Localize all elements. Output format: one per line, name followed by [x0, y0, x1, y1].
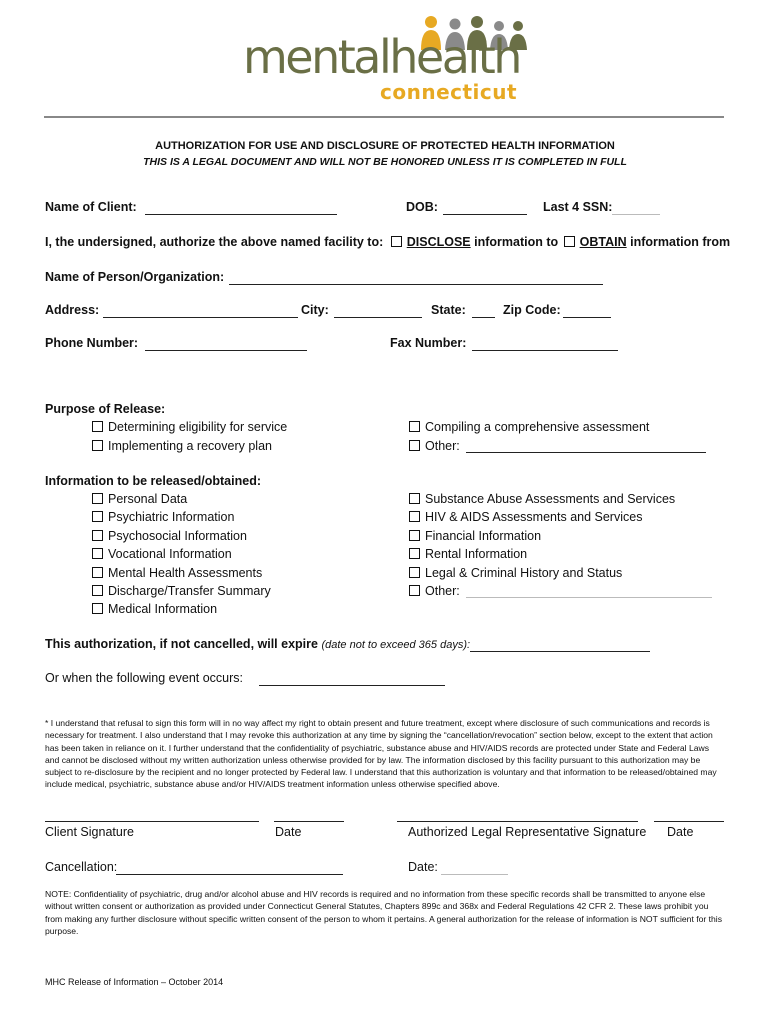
checkbox[interactable] [92, 567, 103, 578]
header-divider [44, 116, 724, 118]
checkbox[interactable] [92, 603, 103, 614]
information-heading: Information to be released/obtained: [45, 474, 261, 488]
info-option[interactable]: Discharge/Transfer Summary [92, 584, 271, 598]
disclaimer-text: * I understand that refusal to sign this form will in no way affect my right to obtain present and future treatment, except where disclosure of such communications and records is necessary for treatment. I also understand that I may revoke this authorization at any time by signing the “cancellation/revocation” section below, except to the extent that action has been taken in reliance on it. I further understand that the confidentiality of psychiatric, substance abuse and HIV/AIDS records are protected under State and Federal Laws and cannot be disclosed without my written authorization unless otherwise provided for by law. The information disclosed by this facility pursuant to this authorization may be subject to re-disclosure by the recipient and no longer protected by Federal law. I understand that this authorization is voluntary and that information to be released/obtained may include medical, psychiatric, substance abuse and/or HIV/AIDS treatment information unless otherwise specified above. [45, 718, 717, 790]
logo-wordmark: mentalhealth [243, 30, 520, 84]
client-signature-label: Client Signature [45, 825, 134, 839]
purpose-other-field[interactable] [466, 452, 706, 453]
address-label: Address: [45, 303, 100, 317]
checkbox[interactable] [92, 493, 103, 504]
note-text: NOTE: Confidentiality of psychiatric, drug and/or alcohol abuse and HIV records is required and no information from these specific records shall be transmitted to anyone else without written consent or authorization as provided under Connecticut General Statutes, Chapters 899c and 368x and Federal Regulations 42 CFR 2. These laws prohibit you from making any further disclosure without specific written consent of the person to whom it pertains. A general authorization for the release of information is NOT sufficient for this purpose. [45, 889, 723, 936]
info-option[interactable]: Psychosocial Information [92, 529, 247, 543]
purpose-option[interactable]: Determining eligibility for service [92, 420, 287, 434]
date2-label: Date [667, 825, 694, 839]
fax-field[interactable] [472, 350, 618, 351]
info-option[interactable]: Substance Abuse Assessments and Services [409, 492, 675, 506]
document-subtitle: THIS IS A LEGAL DOCUMENT AND WILL NOT BE HONORED UNLESS IT IS COMPLETED IN FULL [143, 156, 627, 168]
info-option[interactable]: Legal & Criminal History and Status [409, 566, 622, 580]
checkbox[interactable] [92, 511, 103, 522]
state-label: State: [431, 303, 466, 317]
info-option[interactable]: Mental Health Assessments [92, 566, 262, 580]
information-from-label: information from [630, 235, 731, 249]
city-label: City: [301, 303, 329, 317]
zip-field[interactable] [563, 317, 611, 318]
info-option[interactable]: Rental Information [409, 547, 527, 561]
disclose-label: DISCLOSE [406, 235, 471, 249]
checkbox[interactable] [92, 440, 103, 451]
disclose-checkbox[interactable] [391, 236, 402, 247]
ssn-label: Last 4 SSN: [543, 200, 613, 214]
date1-label: Date [275, 825, 302, 839]
purpose-option[interactable]: Compiling a comprehensive assessment [409, 420, 649, 434]
person-org-label: Name of Person/Organization: [45, 270, 225, 284]
phone-field[interactable] [145, 350, 307, 351]
date3-field[interactable] [441, 874, 508, 875]
checkbox[interactable] [92, 548, 103, 559]
event-field[interactable] [259, 685, 445, 686]
expiry-label: This authorization, if not cancelled, will expire [45, 637, 318, 651]
obtain-label: OBTAIN [579, 235, 627, 249]
obtain-checkbox[interactable] [564, 236, 575, 247]
purpose-heading: Purpose of Release: [45, 402, 166, 416]
expiry-date-field[interactable] [470, 651, 650, 652]
checkbox[interactable] [409, 421, 420, 432]
fax-label: Fax Number: [390, 336, 467, 350]
information-to-label: information to [474, 235, 559, 249]
info-option-other[interactable]: Other: [409, 584, 460, 598]
checkbox[interactable] [409, 511, 420, 522]
phone-label: Phone Number: [45, 336, 139, 350]
checkbox[interactable] [92, 421, 103, 432]
checkbox[interactable] [92, 530, 103, 541]
info-option[interactable]: Psychiatric Information [92, 510, 234, 524]
ssn-field[interactable] [612, 214, 660, 215]
client-signature-field[interactable] [45, 821, 259, 822]
checkbox[interactable] [409, 530, 420, 541]
purpose-option[interactable]: Implementing a recovery plan [92, 439, 272, 453]
checkbox[interactable] [409, 548, 420, 559]
person-org-field[interactable] [229, 284, 603, 285]
footer-text: MHC Release of Information – October 2014 [45, 977, 224, 987]
event-label: Or when the following event occurs: [45, 671, 244, 685]
document-title: AUTHORIZATION FOR USE AND DISCLOSURE OF PROTECTED HEALTH INFORMATION [155, 140, 615, 152]
client-name-label: Name of Client: [45, 200, 137, 214]
date3-label: Date: [408, 860, 438, 874]
logo-subtitle: connecticut [380, 80, 518, 104]
expiry-note: (date not to exceed 365 days): [321, 639, 471, 651]
address-field[interactable] [103, 317, 298, 318]
cancellation-field[interactable] [116, 874, 343, 875]
state-field[interactable] [472, 317, 495, 318]
checkbox[interactable] [409, 567, 420, 578]
representative-signature-label: Authorized Legal Representative Signature [408, 825, 647, 839]
city-field[interactable] [334, 317, 422, 318]
dob-field[interactable] [443, 214, 527, 215]
checkbox[interactable] [409, 585, 420, 596]
purpose-option-other[interactable]: Other: [409, 439, 460, 453]
dob-label: DOB: [406, 200, 438, 214]
checkbox[interactable] [409, 493, 420, 504]
client-name-field[interactable] [145, 214, 337, 215]
info-option[interactable]: Financial Information [409, 529, 541, 543]
info-option[interactable]: HIV & AIDS Assessments and Services [409, 510, 642, 524]
info-option[interactable]: Personal Data [92, 492, 187, 506]
representative-signature-field[interactable] [397, 821, 638, 822]
info-option[interactable]: Vocational Information [92, 547, 232, 561]
date1-field[interactable] [274, 821, 344, 822]
authorize-prefix: I, the undersigned, authorize the above named facility to: [45, 235, 384, 249]
expiry-row [45, 637, 470, 651]
date2-field[interactable] [654, 821, 724, 822]
checkbox[interactable] [409, 440, 420, 451]
info-option[interactable]: Medical Information [92, 602, 217, 616]
cancellation-label: Cancellation: [45, 860, 118, 874]
authorize-row [45, 235, 730, 249]
zip-label: Zip Code: [503, 303, 561, 317]
checkbox[interactable] [92, 585, 103, 596]
info-other-field[interactable] [466, 597, 712, 598]
